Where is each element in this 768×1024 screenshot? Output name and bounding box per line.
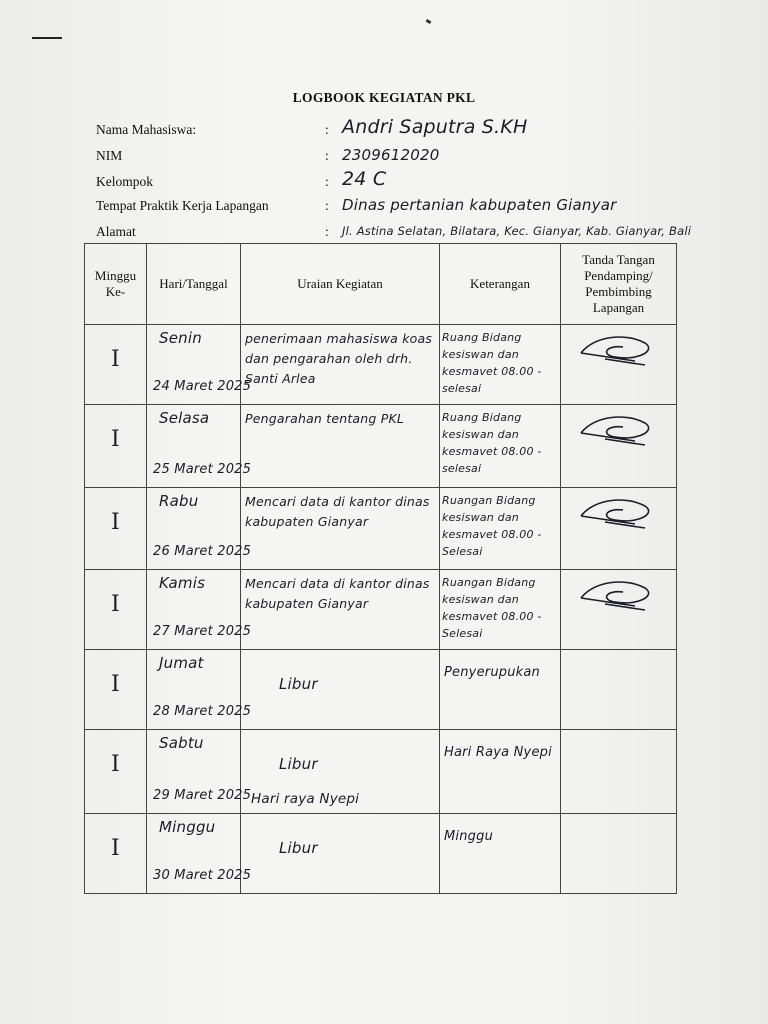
signature-stroke bbox=[581, 337, 649, 365]
info-value-address: Jl. Astina Selatan, Bilatara, Kec. Gianyar, Kab. Gianyar, Bali bbox=[342, 224, 692, 238]
week-number: I bbox=[111, 672, 120, 697]
info-colon: : bbox=[325, 122, 329, 137]
cell-signature bbox=[561, 405, 677, 488]
info-colon: : bbox=[325, 224, 329, 239]
signature-stroke bbox=[581, 582, 649, 610]
week-number: I bbox=[111, 347, 120, 372]
cell-date bbox=[147, 405, 252, 488]
cell-week bbox=[85, 650, 147, 730]
header-note: Keterangan bbox=[440, 244, 561, 325]
signature-mark bbox=[575, 411, 661, 455]
activity-text: penerimaan mahasiswa koas dan pengarahan oleh drh. Santi Arlea bbox=[245, 331, 433, 386]
cell-activity bbox=[241, 814, 440, 894]
cell-activity bbox=[241, 405, 440, 488]
cell-activity bbox=[241, 650, 440, 730]
cell-activity bbox=[241, 488, 440, 570]
header-week: Minggu Ke- bbox=[85, 244, 147, 325]
document-title: LOGBOOK KEGIATAN PKL bbox=[292, 90, 476, 105]
day-date: 24 Maret 2025 bbox=[153, 379, 252, 394]
cell-week bbox=[85, 405, 147, 488]
cell-activity bbox=[241, 325, 440, 405]
info-value-place: Dinas pertanian kabupaten Gianyar bbox=[342, 196, 617, 214]
info-colon: : bbox=[325, 198, 329, 213]
note-text: Penyerupukan bbox=[444, 665, 540, 680]
note-text: Hari Raya Nyepi bbox=[444, 745, 552, 760]
cell-date bbox=[147, 730, 252, 814]
cell-week bbox=[85, 570, 147, 650]
week-number: I bbox=[111, 427, 120, 452]
activity-text-extra: Hari raya Nyepi bbox=[251, 791, 360, 807]
cell-week bbox=[85, 488, 147, 570]
activity-text: Mencari data di kantor dinas kabupaten Gianyar bbox=[245, 494, 430, 529]
header-activity: Uraian Kegiatan bbox=[241, 244, 440, 325]
cell-note bbox=[440, 488, 561, 570]
info-label: NIM bbox=[96, 148, 123, 163]
header-signature: Tanda Tangan Pendamping/ Pembimbing Lapangan bbox=[561, 244, 677, 325]
day-date: 28 Maret 2025 bbox=[153, 704, 252, 719]
note-text: Ruang Bidang kesiswan dan kesmavet 08.00 - selesai bbox=[442, 411, 542, 475]
activity-text: Mencari data di kantor dinas kabupaten Gianyar bbox=[245, 576, 430, 611]
day-date: 27 Maret 2025 bbox=[153, 624, 252, 639]
day-name: Minggu bbox=[159, 818, 216, 836]
day-name: Kamis bbox=[159, 574, 206, 592]
activity-text: Pengarahan tentang PKL bbox=[245, 411, 405, 426]
cell-activity bbox=[241, 570, 440, 650]
table-row bbox=[85, 650, 677, 730]
cell-signature bbox=[561, 325, 677, 405]
cell-signature bbox=[561, 650, 677, 730]
day-name: Senin bbox=[159, 329, 202, 347]
day-date: 25 Maret 2025 bbox=[153, 462, 252, 477]
cell-signature bbox=[561, 570, 677, 650]
activity-text: Libur bbox=[279, 675, 318, 693]
info-label: Alamat bbox=[96, 224, 136, 239]
signature-mark bbox=[575, 494, 661, 538]
table-header-row bbox=[85, 244, 677, 325]
signature-mark bbox=[575, 331, 661, 375]
week-number: I bbox=[111, 752, 120, 777]
cell-note bbox=[440, 325, 561, 405]
logbook-table bbox=[84, 243, 677, 894]
table-row bbox=[85, 570, 677, 650]
cell-date bbox=[147, 814, 252, 894]
day-name: Selasa bbox=[159, 409, 210, 427]
day-date: 30 Maret 2025 bbox=[153, 868, 252, 883]
activity-text: Libur bbox=[279, 839, 318, 857]
info-value-name: Andri Saputra S.KH bbox=[342, 116, 528, 138]
cell-signature bbox=[561, 814, 677, 894]
cell-date bbox=[147, 570, 252, 650]
table-row bbox=[85, 730, 677, 814]
day-name: Jumat bbox=[159, 654, 204, 672]
activity-text: Libur bbox=[279, 755, 318, 773]
week-number: I bbox=[111, 836, 120, 861]
signature-stroke bbox=[581, 417, 649, 445]
cell-date bbox=[147, 325, 252, 405]
cell-week bbox=[85, 325, 147, 405]
note-text: Ruangan Bidang kesiswan dan kesmavet 08.00 - Selesai bbox=[442, 576, 542, 640]
cell-note bbox=[440, 570, 561, 650]
info-value-nim: 2309612020 bbox=[342, 146, 440, 164]
cell-note bbox=[440, 405, 561, 488]
cell-date bbox=[147, 650, 252, 730]
note-text: Minggu bbox=[444, 829, 494, 844]
info-colon: : bbox=[325, 174, 329, 189]
info-label: Nama Mahasiswa: bbox=[96, 122, 197, 137]
day-date: 26 Maret 2025 bbox=[153, 544, 252, 559]
week-number: I bbox=[111, 592, 120, 617]
table-row bbox=[85, 325, 677, 405]
cell-week bbox=[85, 730, 147, 814]
pen-stroke-mark bbox=[32, 37, 62, 39]
cell-date bbox=[147, 488, 252, 570]
cell-note bbox=[440, 650, 561, 730]
table-row bbox=[85, 814, 677, 894]
week-number: I bbox=[111, 510, 120, 535]
day-name: Sabtu bbox=[159, 734, 204, 752]
note-text: Ruangan Bidang kesiswan dan kesmavet 08.00 - Selesai bbox=[442, 494, 542, 558]
signature-mark bbox=[575, 576, 661, 620]
signature-stroke bbox=[581, 500, 649, 528]
cell-signature bbox=[561, 730, 677, 814]
table-row bbox=[85, 405, 677, 488]
cell-note bbox=[440, 730, 561, 814]
day-name: Rabu bbox=[159, 492, 199, 510]
cell-note bbox=[440, 814, 561, 894]
info-label: Tempat Praktik Kerja Lapangan bbox=[96, 198, 269, 213]
cell-signature bbox=[561, 488, 677, 570]
day-date: 29 Maret 2025 bbox=[153, 788, 252, 803]
cell-activity bbox=[241, 730, 440, 814]
info-label: Kelompok bbox=[96, 174, 153, 189]
info-colon: : bbox=[325, 148, 329, 163]
note-text: Ruang Bidang kesiswan dan kesmavet 08.00 - selesai bbox=[442, 331, 542, 395]
cell-week bbox=[85, 814, 147, 894]
header-date: Hari/Tanggal bbox=[147, 244, 241, 325]
info-value-group: 24 C bbox=[342, 168, 387, 190]
table-row bbox=[85, 488, 677, 570]
